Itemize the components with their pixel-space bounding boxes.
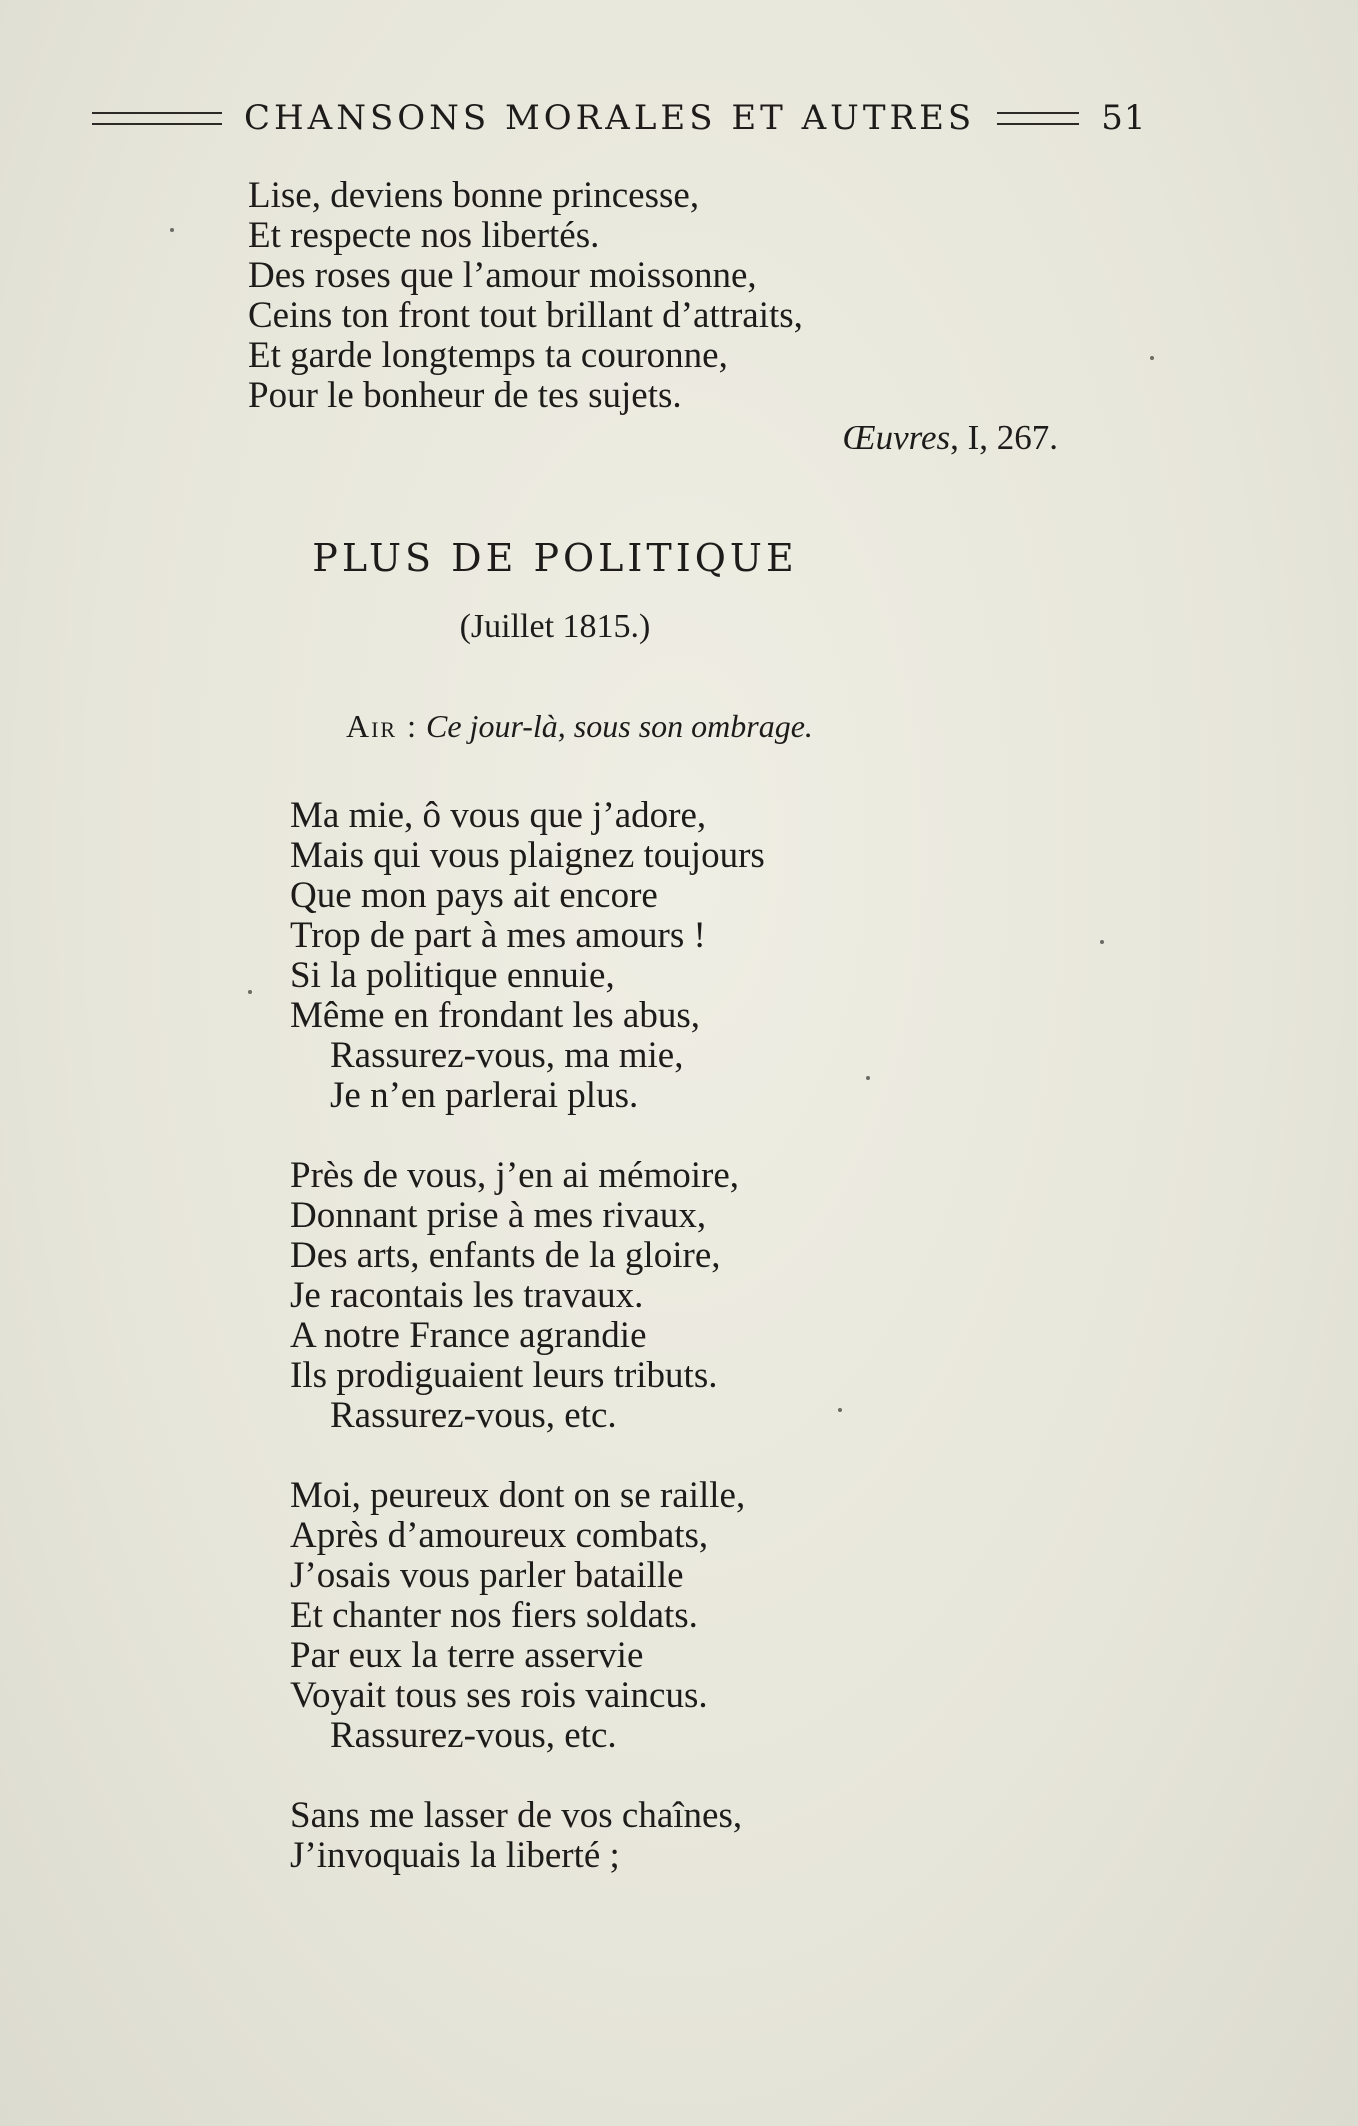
paper-speck	[838, 1408, 842, 1412]
verse-line: Ils prodiguaient leurs tributs.	[290, 1355, 718, 1396]
verse-line: Par eux la terre asservie	[290, 1635, 644, 1676]
verse-line: Après d’amoureux combats,	[290, 1515, 709, 1556]
verse-line: A notre France agrandie	[290, 1315, 647, 1356]
refrain-line: Je n’en parlerai plus.	[330, 1075, 639, 1116]
verse-line: Et respecte nos libertés.	[248, 215, 600, 256]
verse-line: Et garde longtemps ta couronne,	[248, 335, 728, 376]
paper-speck	[170, 228, 174, 232]
refrain-line: Rassurez-vous, ma mie,	[330, 1035, 684, 1076]
verse-line: Des roses que l’amour moissonne,	[248, 255, 757, 296]
source-work: Œuvres	[842, 418, 951, 457]
air-label: Air :	[346, 708, 418, 744]
paper-speck	[866, 1076, 870, 1080]
stanza-previous-poem-end	[248, 176, 803, 416]
verse-line: Pour le bonheur de tes sujets.	[248, 375, 682, 416]
header-rule-left	[92, 112, 222, 125]
verse-line: Près de vous, j’en ai mémoire,	[290, 1155, 740, 1196]
verse-line: Trop de part à mes amours !	[290, 915, 706, 956]
verse-line: Que mon pays ait encore	[290, 875, 658, 916]
stanza-3	[290, 1476, 745, 1756]
verse-line: Même en frondant les abus,	[290, 995, 700, 1036]
stanza-4	[290, 1796, 742, 1876]
header-rule-right	[997, 112, 1079, 125]
verse-line: Ma mie, ô vous que j’adore,	[290, 795, 707, 836]
air-indication	[346, 708, 813, 745]
paper-speck	[1100, 940, 1104, 944]
verse-line: Si la politique ennuie,	[290, 955, 615, 996]
refrain-line: Rassurez-vous, etc.	[330, 1715, 617, 1756]
poem-title: PLUS DE POLITIQUE	[312, 536, 798, 580]
stanza-2	[290, 1156, 739, 1436]
verse-line: Moi, peureux dont on se raille,	[290, 1475, 746, 1516]
running-header	[92, 96, 1192, 140]
refrain-line: Rassurez-vous, etc.	[330, 1395, 617, 1436]
paper-speck	[248, 990, 252, 994]
verse-line: Sans me lasser de vos chaînes,	[290, 1795, 743, 1836]
verse-line: Des arts, enfants de la gloire,	[290, 1235, 721, 1276]
paper-speck	[1150, 356, 1154, 360]
verse-line: Je racontais les travaux.	[290, 1275, 644, 1316]
air-tune: Ce jour-là, sous son ombrage.	[426, 708, 813, 744]
stanza-1	[290, 796, 765, 1116]
verse-line: Voyait tous ses rois vaincus.	[290, 1675, 708, 1716]
verse-line: Donnant prise à mes rivaux,	[290, 1195, 707, 1236]
verse-line: Ceins ton front tout brillant d’attraits,	[248, 295, 803, 336]
page-number: 51	[1101, 98, 1147, 138]
verse-line: Lise, deviens bonne princesse,	[248, 175, 700, 216]
verse-line: Mais qui vous plaignez toujours	[290, 835, 765, 876]
running-title: CHANSONS MORALES ET AUTRES	[244, 98, 976, 138]
source-citation	[0, 418, 1058, 458]
poem-date: (Juillet 1815.)	[459, 608, 651, 645]
verse-line: J’osais vous parler bataille	[290, 1555, 684, 1596]
verse-line: Et chanter nos fiers soldats.	[290, 1595, 698, 1636]
source-reference: , I, 267.	[950, 418, 1058, 457]
verse-line: J’invoquais la liberté ;	[290, 1835, 620, 1876]
